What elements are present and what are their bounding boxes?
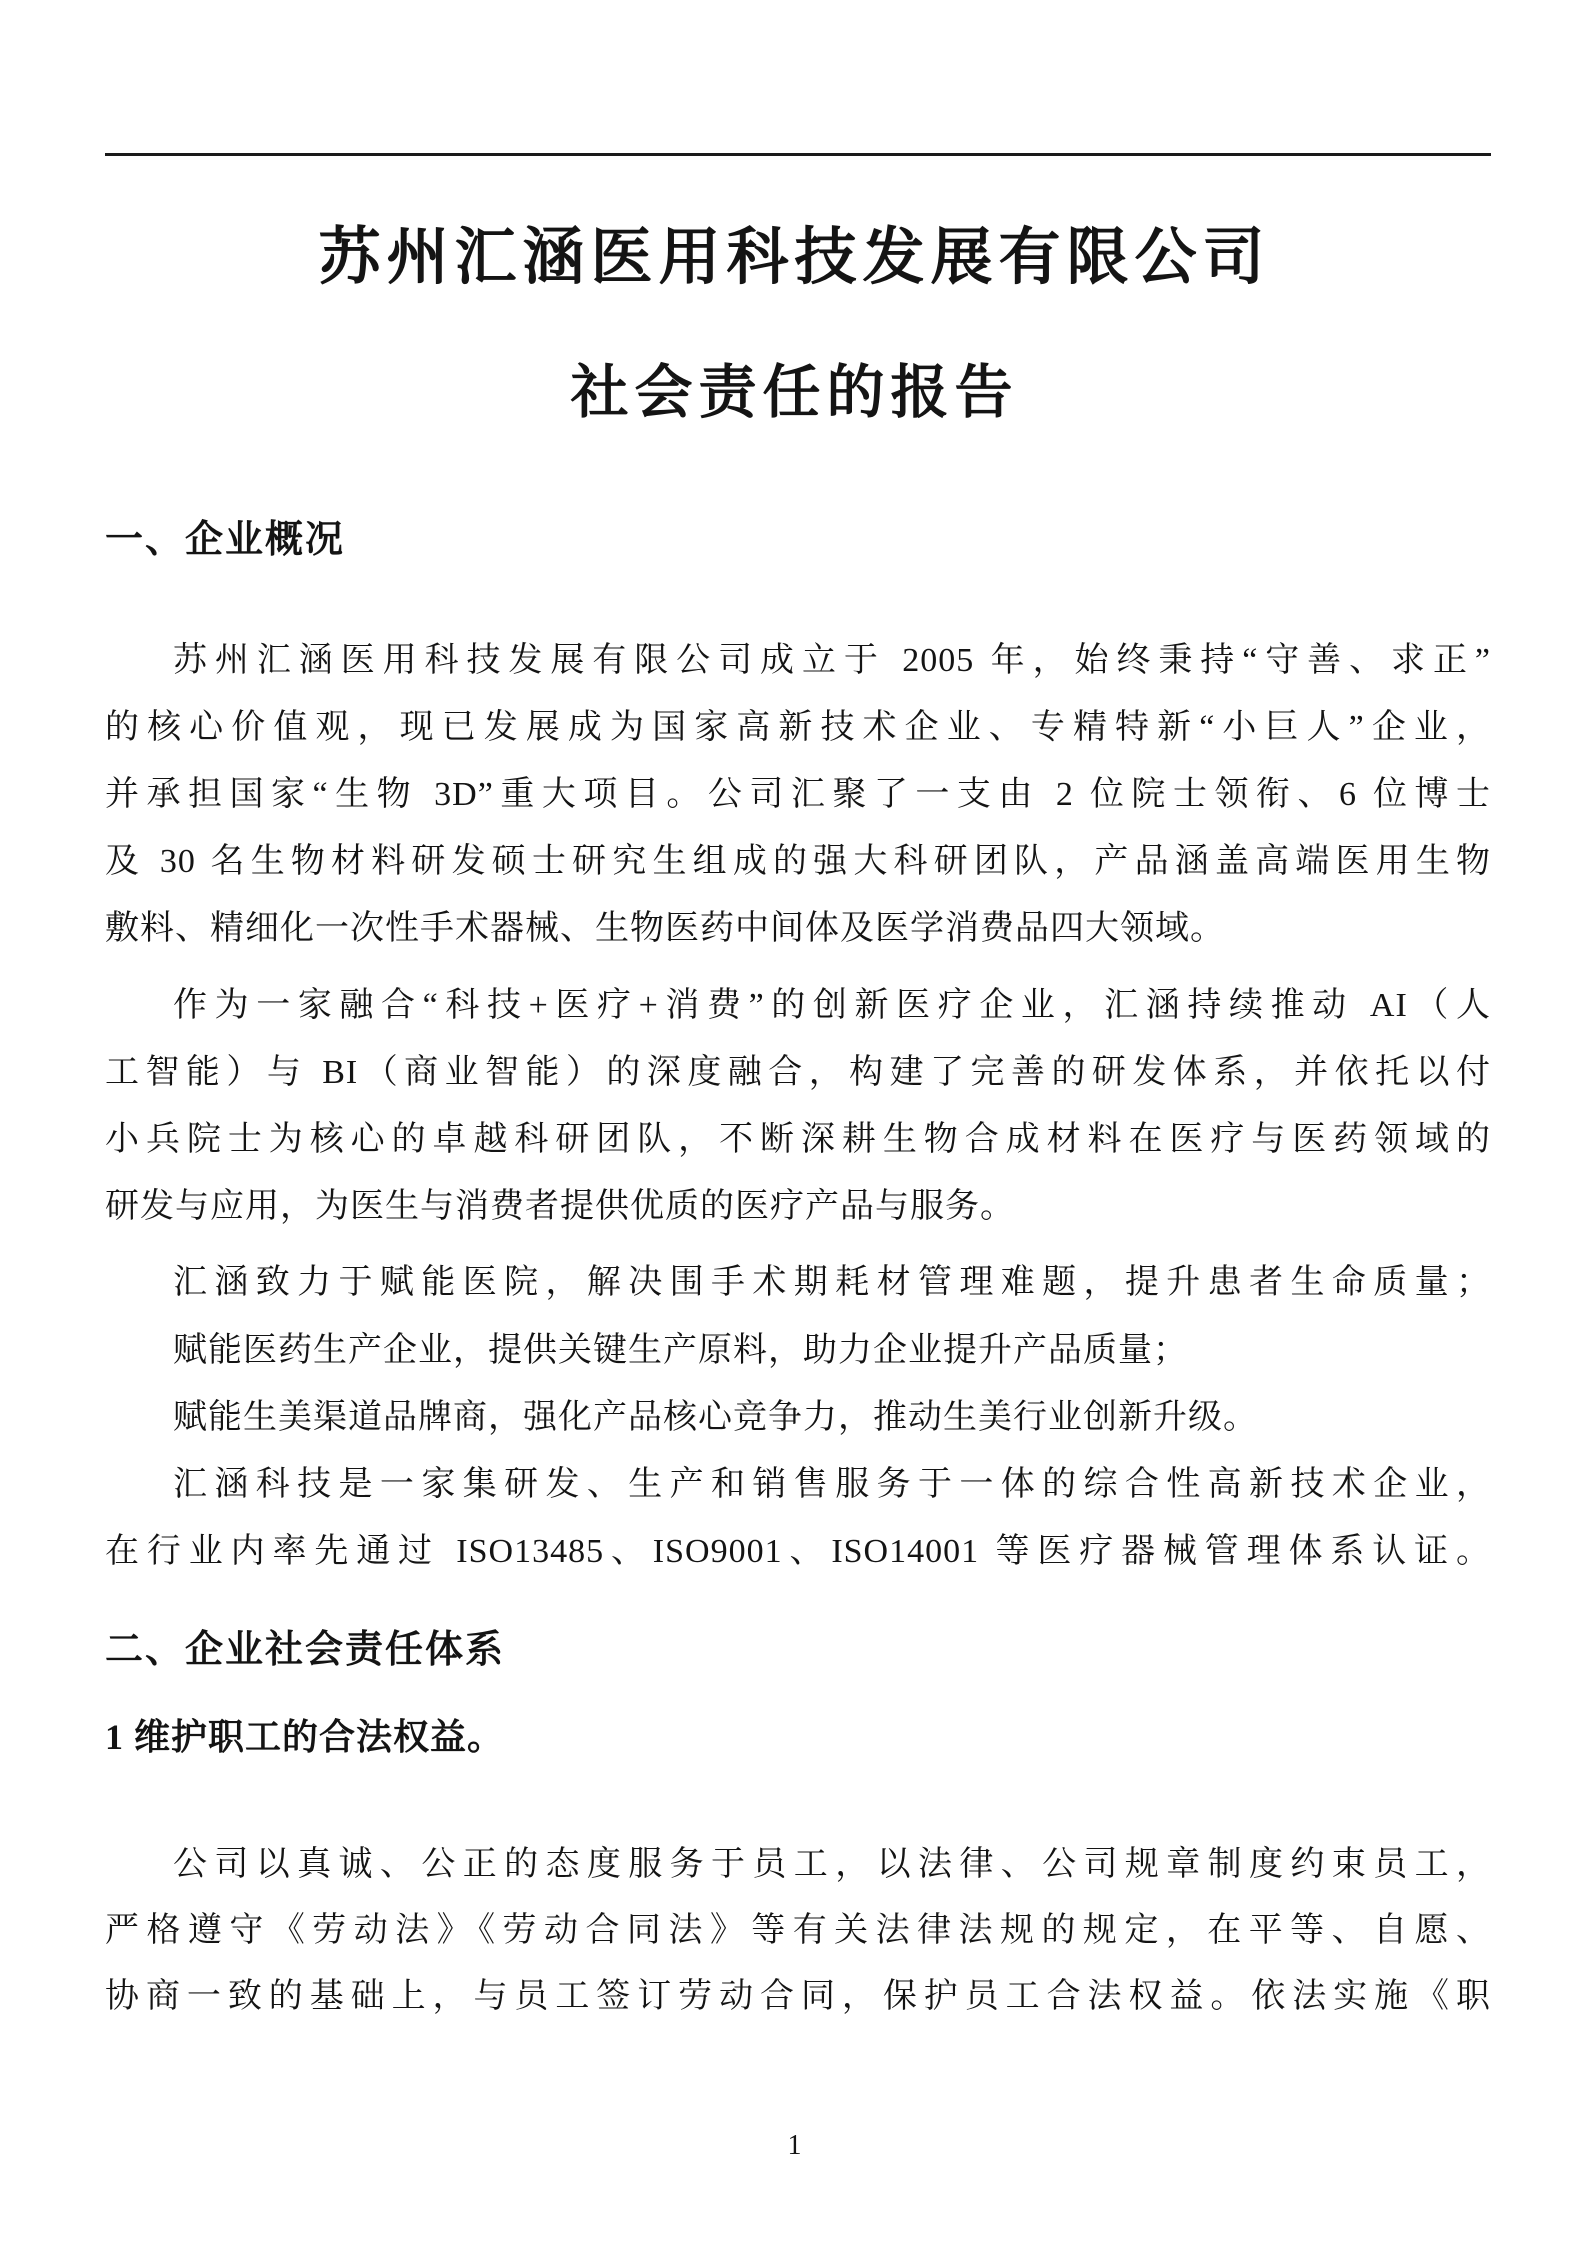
paragraph-line: 公司以真诚、公正的态度服务于员工，以法律、公司规章制度约束员工， — [173, 1846, 1491, 1883]
paragraph-line: 工智能）与 BI（商业智能）的深度融合，构建了完善的研发体系，并依托以付 — [105, 1054, 1491, 1091]
paragraph-line: 研发与应用，为医生与消费者提供优质的医疗产品与服务。 — [105, 1188, 1015, 1225]
section2-heading: 二、企业社会责任体系 — [105, 1629, 506, 1671]
paragraph-line: 的核心价值观，现已发展成为国家高新技术企业、专精特新“小巨人”企业， — [105, 709, 1491, 746]
section1-paragraph3 — [105, 1249, 1491, 1316]
paragraph-line: 赋能生美渠道品牌商，强化产品核心竞争力，推动生美行业创新升级。 — [173, 1399, 1258, 1436]
paragraph-line: 敷料、精细化一次性手术器械、生物医药中间体及医学消费品四大领域。 — [105, 910, 1225, 947]
header-rule — [105, 153, 1491, 156]
report-subtitle: 社会责任的报告 — [570, 360, 1019, 425]
section1-paragraph1 — [105, 627, 1491, 962]
paragraph-line: 协商一致的基础上，与员工签订劳动合同，保护员工合法权益。依法实施《职 — [105, 1978, 1491, 2015]
section1-paragraph5 — [105, 1384, 1491, 1451]
paragraph-line: 并承担国家“生物 3D”重大项目。公司汇聚了一支由 2 位院士领衔、6 位博士 — [105, 776, 1491, 813]
section1-paragraph4 — [105, 1317, 1491, 1384]
section2-subheading1: 1 维护职工的合法权益。 — [105, 1717, 505, 1757]
section1-paragraph6 — [105, 1451, 1491, 1585]
paragraph-line: 汇涵科技是一家集研发、生产和销售服务于一体的综合性高新技术企业， — [173, 1466, 1491, 1503]
paragraph-line: 及 30 名生物材料研发硕士研究生组成的强大科研团队，产品涵盖高端医用生物 — [105, 843, 1491, 880]
report-title: 苏州汇涵医用科技发展有限公司 — [318, 224, 1271, 292]
paragraph-line: 在行业内率先通过 ISO13485、ISO9001、ISO14001 等医疗器械管理体系认证。 — [105, 1533, 1491, 1570]
section1-heading: 一、企业概况 — [105, 519, 346, 561]
paragraph-line: 严格遵守《劳动法》《劳动合同法》等有关法律法规的规定，在平等、自愿、 — [105, 1912, 1491, 1949]
paragraph-line: 赋能医药生产企业，提供关键生产原料，助力企业提升产品质量； — [173, 1332, 1188, 1369]
page-number: 1 — [787, 2130, 802, 2161]
section2-paragraph1 — [105, 1832, 1491, 2030]
section1-paragraph2 — [105, 972, 1491, 1240]
paragraph-line: 汇涵致力于赋能医院，解决围手术期耗材管理难题，提升患者生命质量； — [173, 1264, 1491, 1301]
paragraph-line: 作为一家融合“科技+医疗+消费”的创新医疗企业，汇涵持续推动 AI（人 — [173, 987, 1491, 1024]
paragraph-line: 小兵院士为核心的卓越科研团队，不断深耕生物合成材料在医疗与医药领域的 — [105, 1121, 1491, 1158]
paragraph-line: 苏州汇涵医用科技发展有限公司成立于 2005 年，始终秉持“守善、求正” — [173, 642, 1491, 679]
